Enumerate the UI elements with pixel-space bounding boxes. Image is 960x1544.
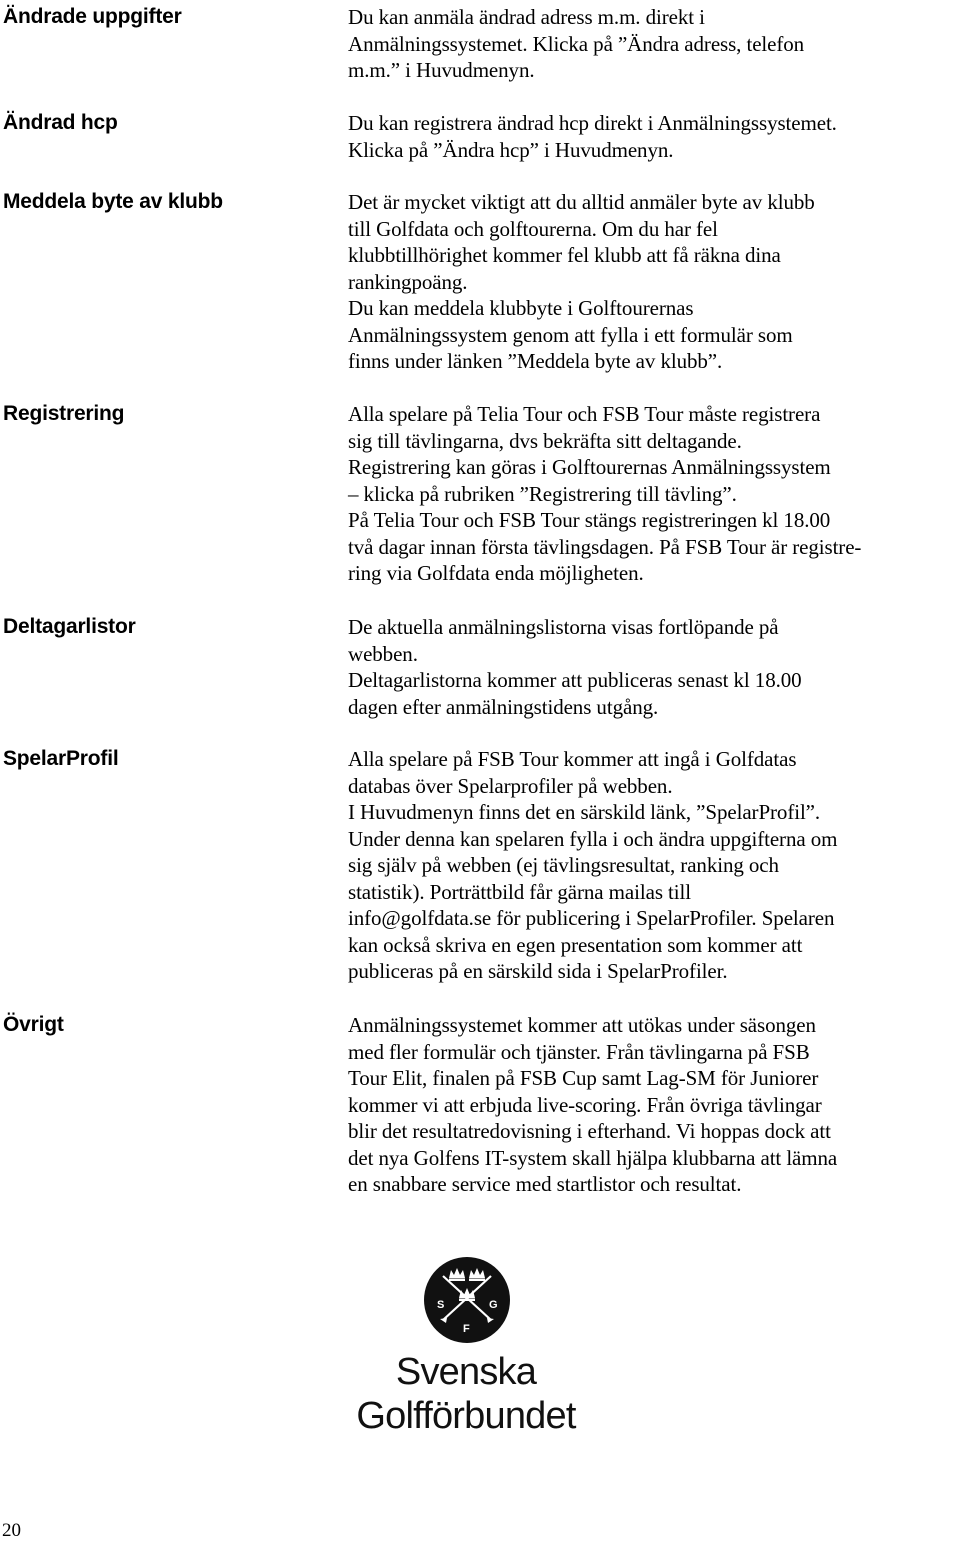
body-line: Alla spelare på Telia Tour och FSB Tour måste registrera	[348, 402, 821, 426]
body-line: ring via Golfdata enda möjligheten.	[348, 561, 644, 585]
body-line: info@golfdata.se för publicering i SpelarProfiler. Spelaren	[348, 906, 835, 930]
body-line: Registrering kan göras i Golftourernas Anmälningssystem	[348, 455, 831, 479]
section-heading: Meddela byte av klubb	[3, 190, 223, 213]
body-line: kan också skriva en egen presentation som kommer att	[348, 932, 803, 957]
section-body	[348, 189, 960, 375]
body-line: Anmälningssystemet. Klicka på ”Ändra adress, telefon	[348, 31, 805, 56]
section-heading: SpelarProfil	[3, 747, 119, 770]
section-heading: Ändrad hcp	[3, 111, 118, 134]
emblem-letter-g: G	[489, 1299, 498, 1311]
body-line: Du kan meddela klubbyte i Golftourernas	[348, 296, 694, 320]
body-line: m.m.” i Huvudmenyn.	[348, 58, 535, 82]
section-body	[348, 614, 960, 720]
emblem-letter-s: S	[437, 1299, 445, 1311]
section-heading: Ändrade uppgifter	[3, 5, 182, 28]
body-line: I Huvudmenyn finns det en särskild länk, ”SpelarProfil”.	[348, 800, 821, 824]
body-line: blir det resultatredovisning i efterhand. Vi hoppas dock att	[348, 1119, 831, 1143]
body-line: Deltagarlistorna kommer att publiceras senast kl 18.00	[348, 668, 802, 692]
body-line: Det är mycket viktigt att du alltid anmäler byte av klubb	[348, 190, 815, 214]
body-line: – klicka på rubriken ”Registrering till tävling”.	[348, 481, 737, 506]
body-line: en snabbare service med startlistor och resultat.	[348, 1172, 742, 1196]
body-line: De aktuella anmälningslistorna visas fortlöpande på	[348, 615, 779, 639]
emblem-letter-f: F	[463, 1323, 470, 1335]
body-line: Du kan registrera ändrad hcp direkt i Anmälningssystemet.	[348, 111, 837, 135]
body-line: Du kan anmäla ändrad adress m.m. direkt i	[348, 5, 705, 29]
body-line: databas över Spelarprofiler på webben.	[348, 773, 673, 798]
section-heading: Deltagarlistor	[3, 615, 136, 638]
body-line: På Telia Tour och FSB Tour stängs registreringen kl 18.00	[348, 508, 831, 532]
body-line: två dagar innan första tävlingsdagen. På FSB Tour är registre-	[348, 534, 862, 559]
body-line: kommer vi att erbjuda live-scoring. Från övriga tävlingar	[348, 1092, 822, 1117]
section-body	[348, 1012, 960, 1198]
body-line: med fler formulär och tjänster. Från tävlingarna på FSB	[348, 1039, 810, 1064]
body-line: det nya Golfens IT-system skall hjälpa klubbarna att lämna	[348, 1145, 838, 1170]
body-line: klubbtillhörighet kommer fel klubb att få räkna dina	[348, 243, 781, 267]
body-line: Tour Elit, finalen på FSB Cup samt Lag-SM för Juniorer	[348, 1066, 819, 1090]
body-line: statistik). Porträttbild får gärna mailas till	[348, 879, 691, 904]
page-number: 20	[2, 1520, 21, 1541]
body-line: finns under länken ”Meddela byte av klubb”.	[348, 349, 723, 373]
body-line: Under denna kan spelaren fylla i och ändra uppgifterna om	[348, 826, 838, 851]
emblem-letters	[423, 1256, 511, 1344]
body-line: rankingpoäng.	[348, 269, 468, 294]
body-line: dagen efter anmälningstidens utgång.	[348, 694, 659, 719]
svenska-golfforbundet-logo	[290, 1256, 642, 1437]
section-body	[348, 401, 960, 587]
body-line: webben.	[348, 641, 418, 666]
body-line: Klicka på ”Ändra hcp” i Huvudmenyn.	[348, 137, 674, 162]
section-body	[348, 110, 960, 163]
section-body	[348, 746, 960, 985]
body-line: publiceras på en särskild sida i SpelarProfiler.	[348, 959, 728, 983]
logo-wordmark: Svenska Golfförbundet	[356, 1351, 576, 1437]
body-line: Anmälningssystem genom att fylla i ett formulär som	[348, 322, 793, 347]
body-line: Anmälningssystemet kommer att utökas under säsongen	[348, 1013, 816, 1037]
body-line: sig till tävlingarna, dvs bekräfta sitt deltagande.	[348, 428, 742, 453]
section-heading: Övrigt	[3, 1013, 64, 1036]
section-heading: Registrering	[3, 402, 125, 425]
body-line: sig själv på webben (ej tävlingsresultat, ranking och	[348, 853, 779, 877]
section-body	[348, 4, 960, 84]
body-line: Alla spelare på FSB Tour kommer att ingå i Golfdatas	[348, 747, 797, 771]
body-line: till Golfdata och golftourerna. Om du har fel	[348, 216, 718, 241]
